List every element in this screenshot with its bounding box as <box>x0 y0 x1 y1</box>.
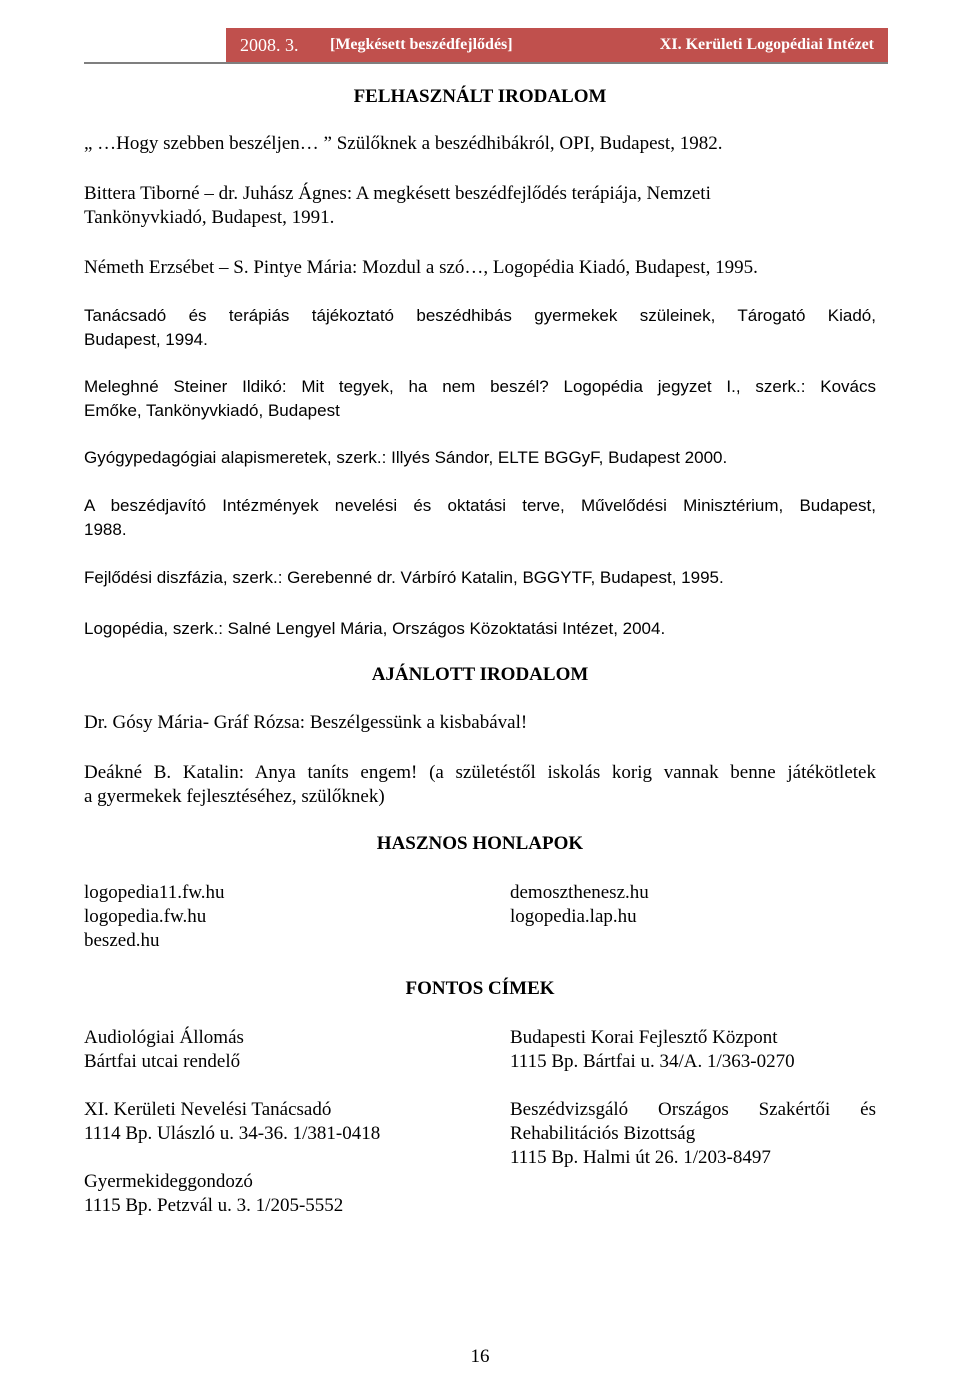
header-date: 2008. 3. <box>240 34 299 55</box>
page-header <box>226 28 888 62</box>
header-institute: XI. Kerületi Logopédiai Intézet <box>659 36 874 53</box>
used-literature-heading: FELHASZNÁLT IRODALOM <box>353 86 607 107</box>
address-block: Audiológiai Állomás Bártfai utcai rendelő <box>84 1027 244 1072</box>
reference-item: Logopédia, szerk.: Salné Lengyel Mária, Országos Közoktatási Intézet, 2004. <box>84 619 666 638</box>
page-number: 16 <box>470 1346 490 1367</box>
header-divider <box>84 62 888 64</box>
websites-left-column <box>84 881 484 953</box>
website-link[interactable]: logopedia.fw.hu <box>84 906 207 927</box>
reference-item: A beszédjavító Intézmények nevelési és oktatási terve, Művelődési Minisztérium, Budapest, 1988. <box>84 496 876 539</box>
website-link[interactable]: logopedia11.fw.hu <box>84 882 225 903</box>
reference-item: „ …Hogy szebben beszéljen… ” Szülőknek a beszédhibákról, OPI, Budapest, 1982. <box>84 133 723 154</box>
reference-item: Tanácsadó és terápiás tájékoztató beszédhibás gyermekek szüleinek, Tárogató Kiadó, Budapest, 1994. <box>84 306 876 349</box>
websites-heading: HASZNOS HONLAPOK <box>376 833 584 854</box>
address-block: Gyermekideggondozó 1115 Bp. Petzvál u. 3. 1/205-5552 <box>84 1171 344 1216</box>
recommended-heading: AJÁNLOTT IRODALOM <box>371 664 589 685</box>
address-block: Beszédvizsgáló Országos Szakértői és Rehabilitációs Bizottság 1115 Bp. Halmi út 26. 1/203-8497 <box>510 1099 876 1168</box>
website-link[interactable]: demoszthenesz.hu <box>510 882 649 903</box>
website-link[interactable]: logopedia.lap.hu <box>510 906 637 927</box>
reference-item: Meleghné Steiner Ildikó: Mit tegyek, ha nem beszél? Logopédia jegyzet I., szerk.: Kovács Emőke, Tankönyvkiadó, Budapest <box>84 377 877 420</box>
address-block: XI. Kerületi Nevelési Tanácsadó 1114 Bp. Ulászló u. 34-36. 1/381-0418 <box>84 1099 381 1144</box>
addresses-heading: FONTOS CÍMEK <box>405 978 555 999</box>
address-block: Budapesti Korai Fejlesztő Központ 1115 Bp. Bártfai u. 34/A. 1/363-0270 <box>510 1027 795 1072</box>
reference-item: Bittera Tiborné – dr. Juhász Ágnes: A megkésett beszédfejlődés terápiája, Nemzeti Tankönyvkiadó, Budapest, 1991. <box>84 183 711 228</box>
header-title: [Megkésett beszédfejlődés] <box>330 36 513 53</box>
reference-item: Gyógypedagógiai alapismeretek, szerk.: Illyés Sándor, ELTE BGGyF, Budapest 2000. <box>84 448 728 467</box>
recommended-item: Dr. Gósy Mária- Gráf Rózsa: Beszélgessünk a kisbabával! <box>84 712 528 733</box>
reference-item: Németh Erzsébet – S. Pintye Mária: Mozdul a szó…, Logopédia Kiadó, Budapest, 1995. <box>84 257 758 278</box>
website-link[interactable]: beszed.hu <box>84 930 160 951</box>
recommended-item: Deákné B. Katalin: Anya taníts engem! (a születéstől iskolás korig vannak benne játékötletek a gyermekek fejlesztéséhez, szülőknek) <box>84 762 876 807</box>
websites-right-column <box>510 881 876 929</box>
reference-item: Fejlődési diszfázia, szerk.: Gerebenné dr. Várbíró Katalin, BGGYTF, Budapest, 1995. <box>84 568 724 587</box>
